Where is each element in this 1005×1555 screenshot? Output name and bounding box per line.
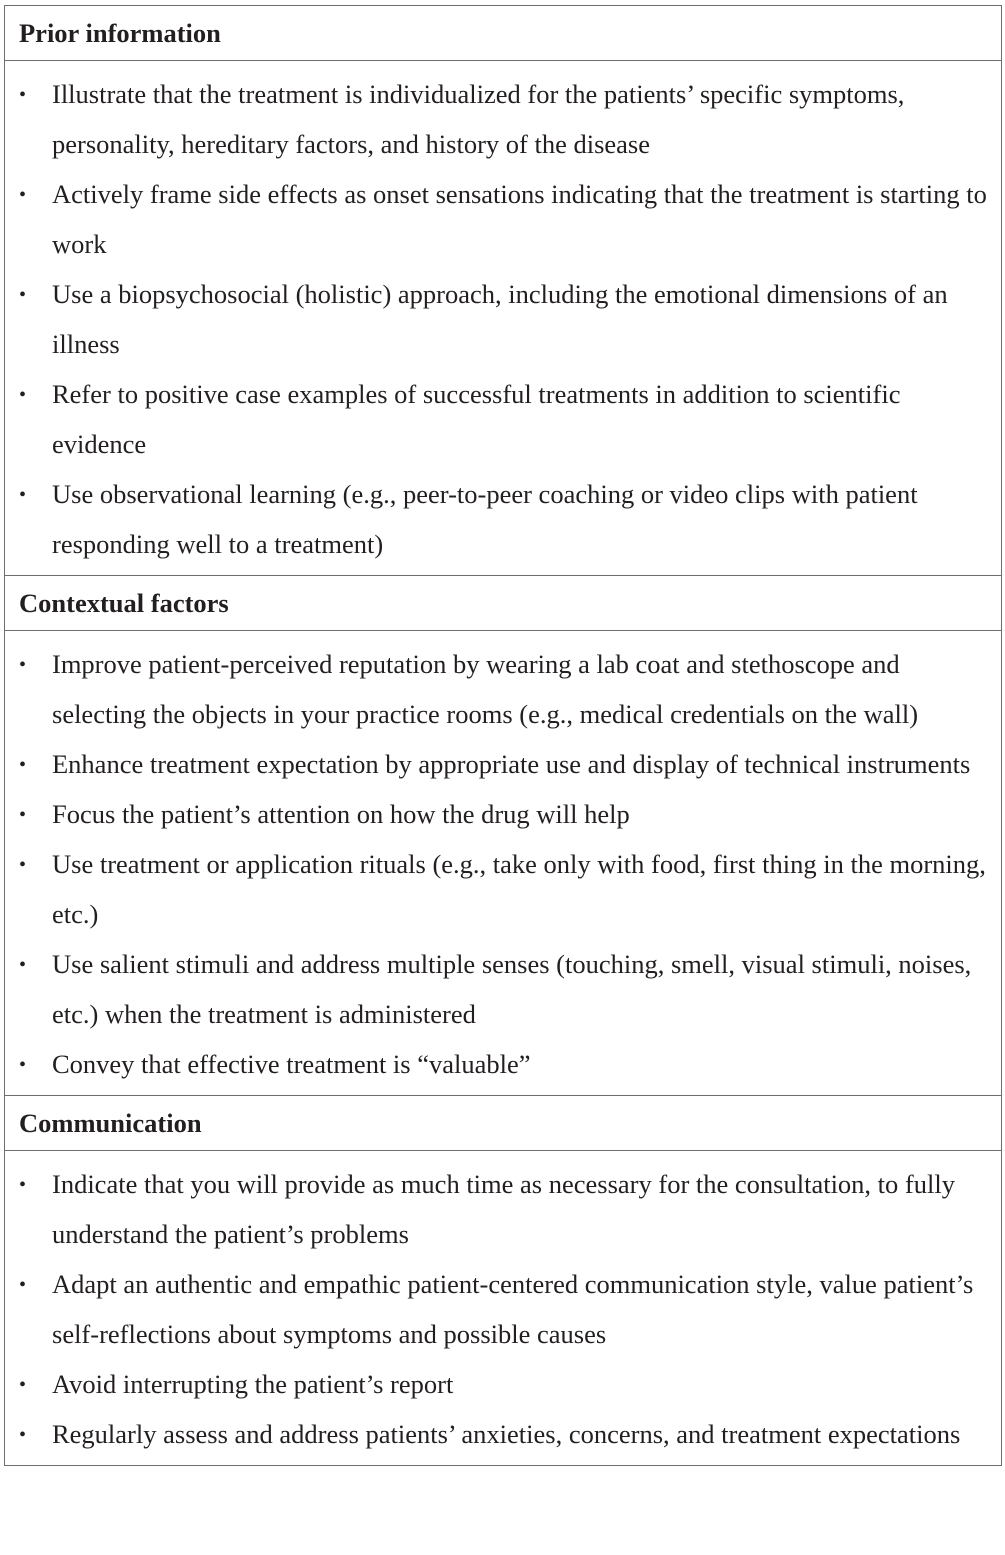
list-item-text: Actively frame side effects as onset sensations indicating that the treatment is starting to work — [52, 179, 987, 259]
list-item — [5, 639, 1001, 739]
list-item-text: Avoid interrupting the patient’s report — [52, 1369, 454, 1399]
list-item-text: Improve patient-perceived reputation by wearing a lab coat and stethoscope and selecting the objects in your practice rooms (e.g., medical credentials on the wall) — [52, 649, 919, 729]
list-item — [5, 1039, 1001, 1089]
section-header-prior-information: Prior information — [5, 6, 1001, 61]
bullet-list — [5, 69, 1001, 569]
list-item-text: Use treatment or application rituals (e.g., take only with food, first thing in the morning, etc.) — [52, 849, 986, 929]
bullet-icon: • — [19, 384, 27, 406]
bullet-icon: • — [19, 804, 27, 826]
list-item-text: Adapt an authentic and empathic patient-centered communication style, value patient’s self-reflections about symptoms and possible causes — [52, 1269, 974, 1349]
bullet-icon: • — [19, 654, 27, 676]
list-item-text: Illustrate that the treatment is individualized for the patients’ specific symptoms, personality, hereditary factors, and history of the disease — [52, 79, 905, 159]
section-body-communication — [5, 1151, 1001, 1465]
bullet-icon: • — [19, 1054, 27, 1076]
list-item-text: Indicate that you will provide as much time as necessary for the consultation, to fully understand the patient’s problems — [52, 1169, 955, 1249]
section-header-contextual-factors: Contextual factors — [5, 576, 1001, 631]
bullet-icon: • — [19, 1174, 27, 1196]
list-item-text: Focus the patient’s attention on how the drug will help — [52, 799, 630, 829]
list-item-text: Use a biopsychosocial (holistic) approach, including the emotional dimensions of an illness — [52, 279, 948, 359]
list-item — [5, 169, 1001, 269]
list-item — [5, 789, 1001, 839]
list-item — [5, 939, 1001, 1039]
list-item — [5, 739, 1001, 789]
list-item-text: Enhance treatment expectation by appropriate use and display of technical instruments — [52, 749, 971, 779]
list-item-text: Use salient stimuli and address multiple senses (touching, smell, visual stimuli, noises, etc.) when the treatment is administered — [52, 949, 972, 1029]
bullet-icon: • — [19, 84, 27, 106]
bullet-icon: • — [19, 184, 27, 206]
bullet-icon: • — [19, 1374, 27, 1396]
list-item-text: Refer to positive case examples of successful treatments in addition to scientific evidence — [52, 379, 901, 459]
section-header-communication: Communication — [5, 1096, 1001, 1151]
bullet-icon: • — [19, 484, 27, 506]
bullet-icon: • — [19, 954, 27, 976]
section-body-prior-information — [5, 61, 1001, 576]
bullet-icon: • — [19, 1274, 27, 1296]
bullet-icon: • — [19, 1424, 27, 1446]
list-item — [5, 1409, 1001, 1459]
list-item — [5, 1159, 1001, 1259]
bullet-icon: • — [19, 854, 27, 876]
bullet-list — [5, 1159, 1001, 1459]
list-item-text: Convey that effective treatment is “valuable” — [52, 1049, 531, 1079]
list-item — [5, 69, 1001, 169]
bullet-icon: • — [19, 754, 27, 776]
list-item — [5, 469, 1001, 569]
list-item — [5, 839, 1001, 939]
bullet-icon: • — [19, 284, 27, 306]
list-item — [5, 369, 1001, 469]
list-item-text: Regularly assess and address patients’ anxieties, concerns, and treatment expectations — [52, 1419, 961, 1449]
list-item — [5, 269, 1001, 369]
list-item — [5, 1259, 1001, 1359]
list-item — [5, 1359, 1001, 1409]
bullet-list — [5, 639, 1001, 1089]
list-item-text: Use observational learning (e.g., peer-to-peer coaching or video clips with patient responding well to a treatment) — [52, 479, 918, 559]
section-body-contextual-factors — [5, 631, 1001, 1096]
recommendations-table — [4, 5, 1002, 1466]
